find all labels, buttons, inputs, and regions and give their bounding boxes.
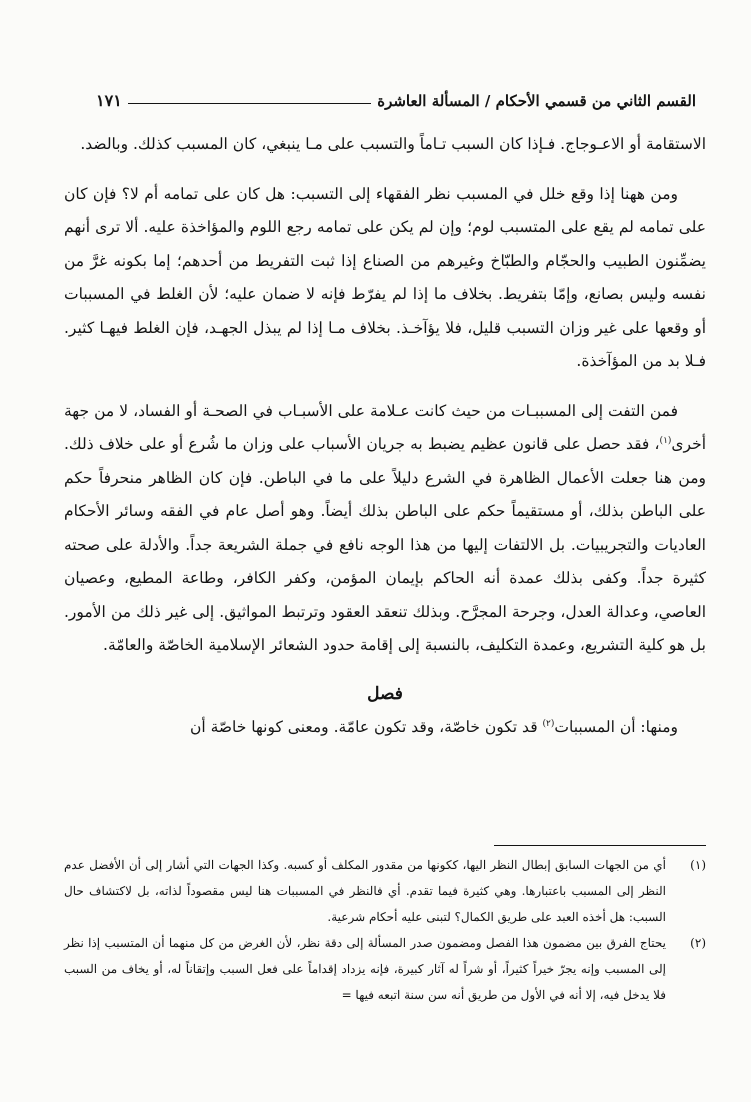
- paragraph-1: الاستقامة أو الاعـوجاج. فـإذا كان السبب تـاماً والتسبب على مـا ينبغي، كان المسبب كذلك. وبالضد.: [80, 135, 706, 153]
- page-number: ١٧١: [96, 91, 122, 110]
- section-paragraph-part-1: ومنها: أن المسببات: [554, 717, 678, 736]
- footnote-2-text: يحتاج الفرق بين مضمون هذا الفصل ومضمون صدر المسألة إلى دقة نظر، لأن الغرض من كل منهما أن المتسبب إذا نظر إلى المسبب وإنه يجرّ خيراً كثيراً، أو شراً له آثار كبيرة، فإنه يزداد إقداماً على فعل السبب وإتقاناً له، أو يخاف من السبب فلا يدخل فيه، إلا أنه في الأول من طريق أنه سن سنة اتبعه فيها =: [64, 936, 666, 1002]
- header-title: القسم الثاني من قسمي الأحكام / المسألة العاشرة: [377, 92, 696, 110]
- main-text: [64, 128, 706, 744]
- header-rule: [128, 103, 371, 104]
- footnote-2: [64, 930, 706, 1008]
- paragraph-3-part-2: ، فقد حصل على قانون عظيم يضبط به جريان الأسباب على وزان ما شُرع أو على خلاف ذلك. ومن هنا جعلت الأعمال الظاهرة في الشرع دليلاً على ما في الباطن. فإن كان الظاهر منحرفاً حكم على الباطن بذلك، أو مستقيماً حكم على الباطن بذلك أيضاً. وهو أصل عام في الفقه وسائر الأحكام العاديات والتجريبيات. بل الالتفات إليها من هذا الوجه نافع في جملة الشريعة جداً. والأدلة على صحته كثيرة جداً. وكفى بذلك عمدة أنه الحاكم بإيمان المؤمن، وكفر الكافر، وطاعة المطيع، وعصيان العاصي، وعدالة العدل، وجرحة المجرَّح. وبذلك تنعقد العقود وترتبط المواثيق. إلى غير ذلك من الأمور. بل هو كلية التشريع، وعمدة التكليف، بالنسبة إلى إقامة حدود الشعائر الإسلامية الخاصّة والعامّة.: [64, 435, 706, 654]
- footnote-1: [64, 852, 706, 930]
- footnote-2-mark: (٢): [690, 936, 706, 950]
- paragraph-3-part-1: فمن التفت إلى المسببـات من حيث كانت عـلامة على الأسبـاب في الصحـة أو الفساد، لا من جهة أخرى: [64, 401, 706, 453]
- footnote-1-mark: (١): [690, 858, 706, 872]
- paragraph-2: ومن ههنا إذا وقع خلل في المسبب نظر الفقهاء إلى التسبب: هل كان على تمامه أم لا؟ فإن كان على تمامه لم يقع على المتسبب لوم؛ وإن لم يكن على تمامه رجع اللوم والمؤاخذة عليه. ألا ترى أنهم يضمِّنون الطبيب والحجّام والطبّاخ وغيرهم من الصناع إذا ثبت التفريط من أحدهم؛ إما بكونه غرَّ من نفسه وليس بصانع، وإمّا بتفريط. بخلاف ما إذا لم يفرّط فإنه لا ضمان عليه؛ لأن الغلط في المسببات أو وقعها على غير وزان التسبب قليل، فلا يؤآخـذ. بخلاف مـا إذا لم يبذل الجهـد، فإن الغلط فيهـا كثير. فـلا بد من المؤآخذة.: [64, 184, 706, 370]
- section-paragraph: [64, 711, 706, 745]
- footnote-ref-2[interactable]: (٢): [542, 718, 555, 729]
- footnote-1-text: أي من الجهات السابق إبطال النظر اليها، ككونها من مقدور المكلف أو كسبه. وكذا الجهات التي أشار إلى أن الأفضل عدم النظر إلى المسبب باعتبارها. وهي كثيرة فيما تقدم. أي فالنظر في المسببات هنا ليس مقصوداً لذاته، بل لاكتشاف حال السبب: هل أخذه العبد على طريق الكمال؟ لتبنى عليه أحكام شرعية.: [64, 858, 666, 924]
- section-heading: فصل: [367, 683, 403, 704]
- footnote-separator: [494, 845, 706, 846]
- footnote-ref-1[interactable]: (١): [659, 435, 672, 446]
- footnotes: [64, 852, 706, 1008]
- running-header: [96, 84, 696, 110]
- paragraph-3: [64, 395, 706, 663]
- section-paragraph-part-2: قد تكون خاصّة، وقد تكون عامّة. ومعنى كونها خاصّة أن: [189, 717, 543, 736]
